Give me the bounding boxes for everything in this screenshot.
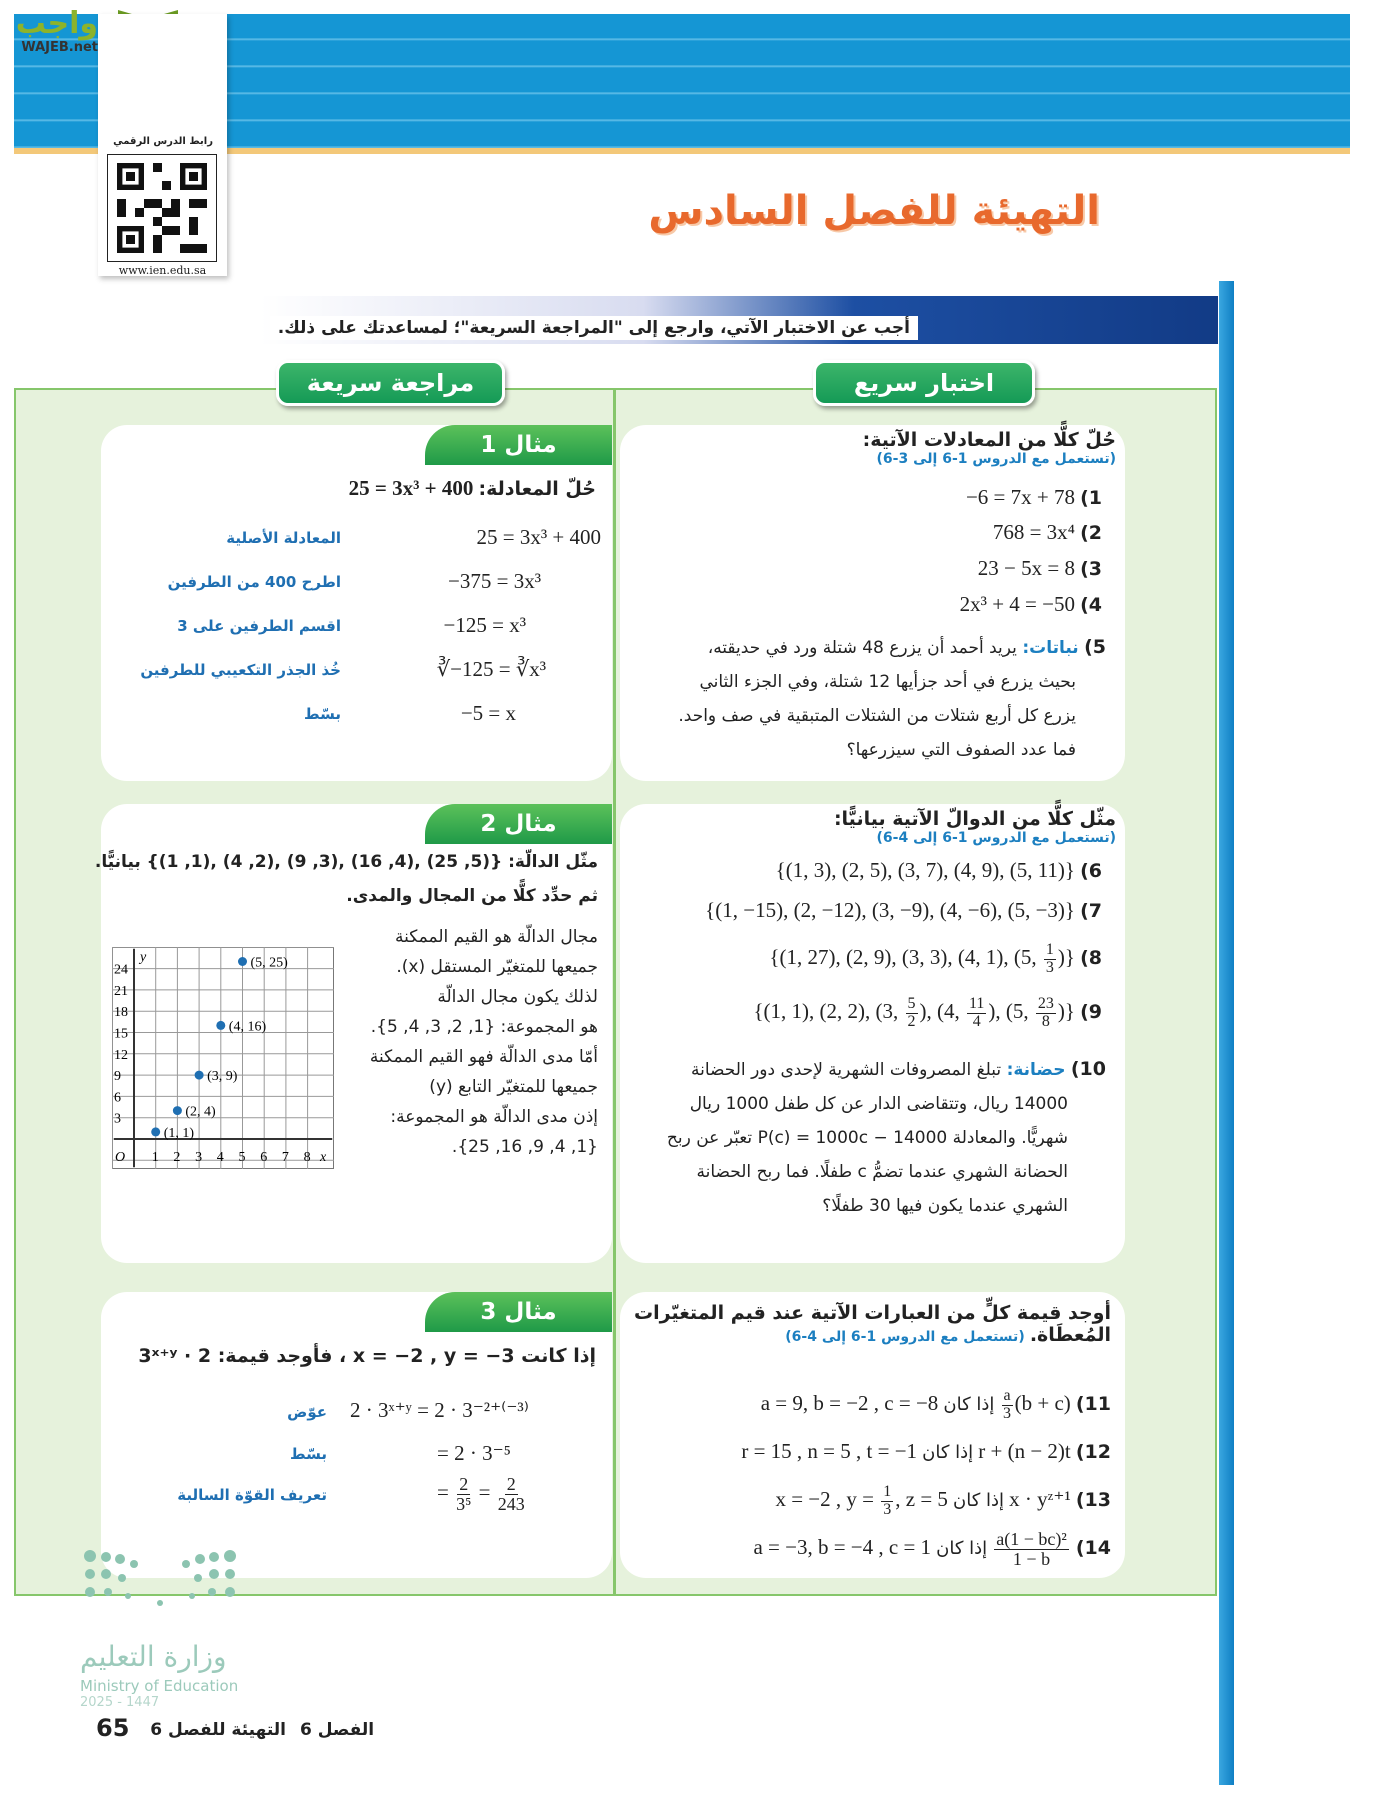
example-2-graph [112,947,334,1169]
step-equation: 25 = 3x³ + 400 [476,525,601,549]
footer-section: التهيئة للفصل 6 [150,1720,286,1740]
y-tick-label: 3 [114,1111,121,1127]
problem-7: 7) {(1, −15), (2, −12), (3, −9), (4, −6), (5, −3)} [705,898,1102,922]
column-divider [613,388,616,1596]
page-number: 65 [96,1714,130,1742]
ministry-logo-dots-icon [80,1548,250,1628]
example-3-tab: مثال 3 [425,1292,612,1332]
y-tick-label: 6 [114,1090,121,1106]
y-tick-label: 15 [114,1026,128,1042]
example-3-step-1: 2 · 3ˣ⁺ʸ = 2 · 3⁻²⁺⁽⁻³⁾ [350,1398,529,1422]
qr-url: www.ien.edu.sa [118,264,207,277]
logo-text-ar: واجب [15,6,98,41]
step-label: المعادلة الأصلية [226,529,341,547]
problem-4: 4) 2x³ + 4 = −50 [959,592,1102,616]
x-axis-label: x [320,1150,327,1165]
x-tick-label: 4 [216,1150,224,1165]
page-title: التهيئة للفصل السادس [648,188,1100,234]
year: 2025 - 1447 [80,1695,160,1710]
x-tick-label: 1 [151,1150,159,1165]
problem-5: 5) نباتات: يريد أحمد أن يزرع 48 شتلة ورد في حديقته، بحيث يزرع في أحد جزأيها 12 شتلة، وفي الجزء الثاني يزرع كل أربع شتلات من الشتلات المتبقية في صف واحد. فما عدد الصفوف التي سيزرعها؟ [678,636,1106,760]
problem-3: 3) 23 − 5x = 8 [977,556,1102,580]
example-2-tab: مثال 2 [425,804,612,844]
data-point [195,1071,204,1080]
section-lesson-ref: (تستعمل مع الدروس 1-6 إلى 3-6) [876,451,1116,467]
point-label: (5, 25) [250,955,288,971]
qr-card [98,14,227,276]
y-tick-label: 21 [114,983,128,999]
x-tick-label: 7 [281,1150,289,1165]
graph-frame [113,948,334,1169]
tab-quick-test[interactable]: اختبار سريع [813,360,1035,406]
point-label: (1, 1) [163,1125,195,1141]
point-label: (4, 16) [228,1019,267,1035]
tab-quick-review[interactable]: مراجعة سريعة [276,360,505,406]
example-2-prompt-2: ثم حدِّد كلًّا من المجال والمدى. [346,886,598,906]
x-tick-label: 5 [238,1150,246,1165]
footer-chapter-label: الفصل 6 [300,1720,375,1740]
section-lesson-ref: (تستعمل مع الدروس 1-6 إلى 4-6) [876,830,1116,846]
x-tick-label: 6 [260,1150,268,1165]
step-equation: −125 = x³ [443,613,526,637]
logo-text-en: WAJEB.net [21,40,98,55]
step-equation: −5 = x [460,701,516,725]
section-heading-text: أوجد قيمة كلٍّ من العبارات الآتية عند قيم المتغيّرات [634,1302,1111,1324]
section-heading [636,808,1116,846]
example-3-panel [101,1292,612,1578]
x-tick-label: 2 [173,1150,181,1165]
qr-label: رابط الدرس الرقمي [113,136,213,147]
example-2-prompt: مثّل الدالّة: {(5, 25) ,(4, 16) ,(3, 9) ,(2, 4) ,(1, 1)} بيانيًّا. [94,852,598,872]
example-1-tab: مثال 1 [425,425,612,465]
side-bar [1219,281,1234,1785]
step-equation: ∛−125 = ∛x³ [436,657,546,681]
example-3-prompt: إذا كانت x = −2 , y = −3 ، فأوجد قيمة: 2 · 3ˣ⁺ʸ [138,1345,596,1367]
data-point [216,1021,225,1030]
step-label: بسّط [290,1445,327,1463]
step-label: بسّط [304,705,341,723]
step-equation: −375 = 3x³ [448,569,541,593]
step-label: اطرح 400 من الطرفين [167,573,341,591]
example-2-explanation: مجال الدالّة هو القيم الممكنة جميعها للمتغيّر المستقل (x). لذلك يكون مجال الدالّة هو المجموعة: {1, 2, 3, 4, 5}. أمّا مدى الدالّة فهو القيم الممكنة جميعها للمتغيّر التابع (y) إذن مدى الدالّة هو المجموعة: {1, 4, 9, 16, 25}. [369,927,598,1157]
section-heading-text: مثّل كلًّا من الدوالّ الآتية بيانيًّا: [833,808,1116,830]
wajeb-logo [8,8,98,63]
y-tick-label: 18 [114,1005,128,1021]
problem-13: 13) x · yᶻ⁺¹ إذا كان x = −2 , y = $\frac{1}{3}$ , z = 5 [775,1483,1111,1518]
origin-label: O [115,1150,126,1165]
point-label: (2, 4) [185,1104,216,1120]
step-label: اقسم الطرفين على 3 [177,617,341,635]
point-label: (3, 9) [207,1069,238,1085]
example-1-steps [101,525,601,745]
problem-9: 9) {(1, 1), (2, 2), (3, $\frac{5}{2}$ ), (4, $\frac{11}{4}$ ), (5, $\frac{23}{8}$ )} [753,995,1102,1030]
y-tick-label: 9 [114,1069,121,1085]
data-point [173,1106,182,1115]
x-tick-label: 3 [195,1150,203,1165]
step-label: خُذ الجذر التكعيبي للطرفين [140,661,341,679]
step-label: تعريف القوّة السالبة [177,1486,327,1504]
problem-1: 1) −6 = 7x + 78 [965,485,1102,509]
example-3-step-3: = $\frac{2}{\text{3⁵}}$ = $\frac{2}{243}$ [437,1474,525,1514]
ministry-name-en: Ministry of Education [80,1677,239,1695]
y-tick-label: 12 [114,1047,128,1063]
y-axis-label: y [140,950,147,965]
section-heading-text: حُلّ كلًّا من المعادلات الآتية: [862,429,1116,451]
problem-14: 14) $\frac{\text{a(1 − bc)²}}{1 - b}$ إذا كان a = −3, b = −4 , c = 1 [753,1529,1111,1569]
problem-2: 2) 768 = 3x⁴ [992,520,1102,544]
ministry-name-ar: وزارة التعليم [80,1640,227,1673]
section-heading: أوجد قيمة كلٍّ من العبارات الآتية عند قيم المتغيّرات المُعطَاة. (تستعمل مع الدروس 1-6 إلى 4-6) [631,1302,1111,1346]
data-point [238,957,247,966]
instruction-text: أجب عن الاختبار الآتي، وارجع إلى "المراجعة السريعة"؛ لمساعدتك على ذلك. [270,316,918,340]
problem-6: 6) {(1, 3), (2, 5), (3, 7), (4, 9), (5, 11)} [775,858,1102,882]
section-heading [636,429,1116,467]
problem-10: 10) حضانة: تبلغ المصروفات الشهرية لإحدى دور الحضانة 14000 ريال، وتتقاضى الدار عن كل طفل 1000 ريال شهريًّا. والمعادلة P(c) = 1000c − 14000 تعبّر عن ربح الحضانة الشهري عندما تضمُّ c طفلًا. فما ربح الحضانة الشهري عندما يكون فيها 30 طفلًا؟ [666,1058,1106,1216]
example-3-step-2: = 2 · 3⁻⁵ [437,1441,511,1465]
problem-11: 11) $\frac{a}{3}$ (b + c) إذا كان a = 9, b = −2 , c = −8 [760,1387,1111,1422]
step-label: عوّض [287,1403,327,1421]
qr-code[interactable] [107,154,217,262]
data-point [151,1127,160,1136]
problem-12: 12) r + (n − 2)t إذا كان r = 15 , n = 5 , t = −1 [741,1439,1111,1463]
problem-8: 8) {(1, 27), (2, 9), (3, 3), (4, 1), (5, $\frac{1}{3}$ )} [769,941,1102,976]
example-1-prompt: حُلّ المعادلة: 25 = 3x³ + 400 [348,476,596,500]
x-tick-label: 8 [303,1150,311,1165]
y-tick-label: 24 [114,962,128,978]
